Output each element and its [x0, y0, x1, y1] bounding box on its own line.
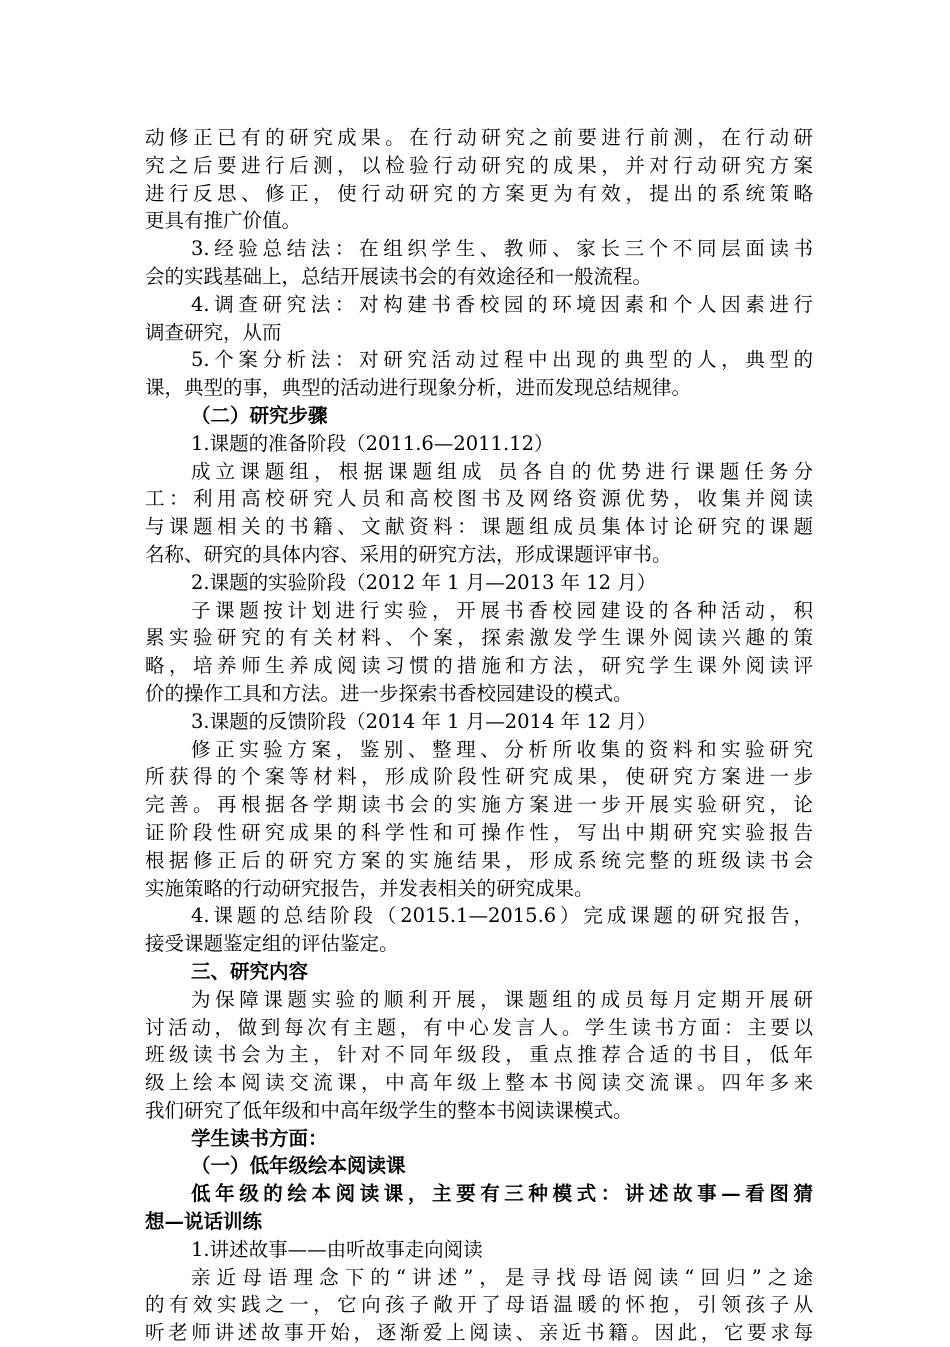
text-line: 接受课题鉴定组的评估鉴定。	[145, 932, 399, 956]
text-line: 名称、研究的具体内容、采用的研究方法，形成课题评审书。	[145, 542, 672, 566]
text-line: 实施策略的行动研究报告，并发表相关的研究成果。	[145, 876, 594, 900]
text-line: 课，典型的事，典型的活动进行现象分析，进而发现总结规律。	[145, 376, 692, 400]
text-line: 5.个案分析法：对研究活动过程中出现的典型的人，典型的	[191, 348, 813, 372]
text-line: 的有效实践之一，它向孩子敞开了母语温暖的怀抱，引领孩子从	[145, 1293, 813, 1317]
section-heading-line: （二）研究步骤	[191, 403, 328, 427]
text-line: 为保障课题实验的顺利开展，课题组的成员每月定期开展研	[191, 987, 813, 1011]
section-heading-line: 想—说话训练	[145, 1210, 263, 1234]
text-line: 会的实践基础上，总结开展读书会的有效途径和一般流程。	[145, 264, 653, 288]
text-line: 1.课题的准备阶段（2011.6—2011.12）	[191, 431, 554, 455]
text-line: 4.课题的总结阶段（2015.1—2015.6）完成课题的研究报告，	[191, 904, 813, 928]
text-line: 成立课题组，根据课题组成 员各自的优势进行课题任务分	[191, 459, 813, 483]
text-line: 证阶段性研究成果的科学性和可操作性，写出中期研究实验报告	[145, 820, 813, 844]
text-line: 级上绘本阅读交流课，中高年级上整本书阅读交流课。四年多来	[145, 1071, 813, 1095]
text-line: 根据修正后的研究方案的实施结果，形成系统完整的班级读书会	[145, 848, 813, 872]
text-line: 工：利用高校研究人员和高校图书及网络资源优势，收集并阅读	[145, 487, 813, 511]
text-line: 2.课题的实验阶段（2012 年 1 月—2013 年 12 月）	[191, 570, 657, 594]
text-line: 调查研究，从而	[145, 320, 282, 344]
text-line: 子课题按计划进行实验，开展书香校园建设的各种活动，积	[191, 598, 813, 622]
text-line: 更具有推广价值。	[145, 209, 302, 233]
section-heading-line: 低年级的绘本阅读课，主要有三种模式：讲述故事—看图猜	[191, 1182, 813, 1206]
text-line: 4.调查研究法：对构建书香校园的环境因素和个人因素进行	[191, 292, 813, 316]
text-line: 与课题相关的书籍、文献资料：课题组成员集体讨论研究的课题	[145, 515, 813, 539]
text-line: 进行反思、修正，使行动研究的方案更为有效，提出的系统策略	[145, 181, 813, 205]
section-heading-line: 学生读书方面：	[191, 1126, 328, 1150]
text-line: 讨活动，做到每次有主题，有中心发言人。学生读书方面：主要以	[145, 1015, 813, 1039]
text-line: 听老师讲述故事开始，逐渐爱上阅读、亲近书籍。因此，它要求每	[145, 1321, 813, 1345]
text-line: 累实验研究的有关材料、个案，探索激发学生课外阅读兴趣的策	[145, 626, 813, 650]
text-line: 所获得的个案等材料，形成阶段性研究成果，使研究方案进一步	[145, 765, 813, 789]
text-line: 价的操作工具和方法。进一步探索书香校园建设的模式。	[145, 681, 633, 705]
text-line: 我们研究了低年级和中高年级学生的整本书阅读课模式。	[145, 1098, 633, 1122]
text-line: 3.课题的反馈阶段（2014 年 1 月—2014 年 12 月）	[191, 709, 657, 733]
text-line: 动修正已有的研究成果。在行动研究之前要进行前测，在行动研	[145, 126, 813, 149]
text-line: 完善。再根据各学期读书会的实施方案进一步开展实验研究，论	[145, 793, 813, 817]
text-line: 班级读书会为主，针对不同年级段，重点推荐合适的书目，低年	[145, 1043, 813, 1067]
document-page	[145, 124, 813, 1347]
text-line: 3.经验总结法：在组织学生、教师、家长三个不同层面读书	[191, 237, 813, 261]
text-line: 亲近母语理念下的“讲述”，是寻找母语阅读“回归”之途	[191, 1265, 813, 1289]
text-line: 1.讲述故事——由听故事走向阅读	[191, 1237, 483, 1261]
section-heading-line: 三、研究内容	[191, 959, 309, 983]
section-heading-line: （一）低年级绘本阅读课	[191, 1154, 406, 1178]
text-line: 略，培养师生养成阅读习惯的措施和方法，研究学生课外阅读评	[145, 654, 813, 678]
text-line: 修正实验方案，鉴别、整理、分析所收集的资料和实验研究	[191, 737, 813, 761]
text-line: 究之后要进行后测，以检验行动研究的成果，并对行动研究方案	[145, 153, 813, 177]
